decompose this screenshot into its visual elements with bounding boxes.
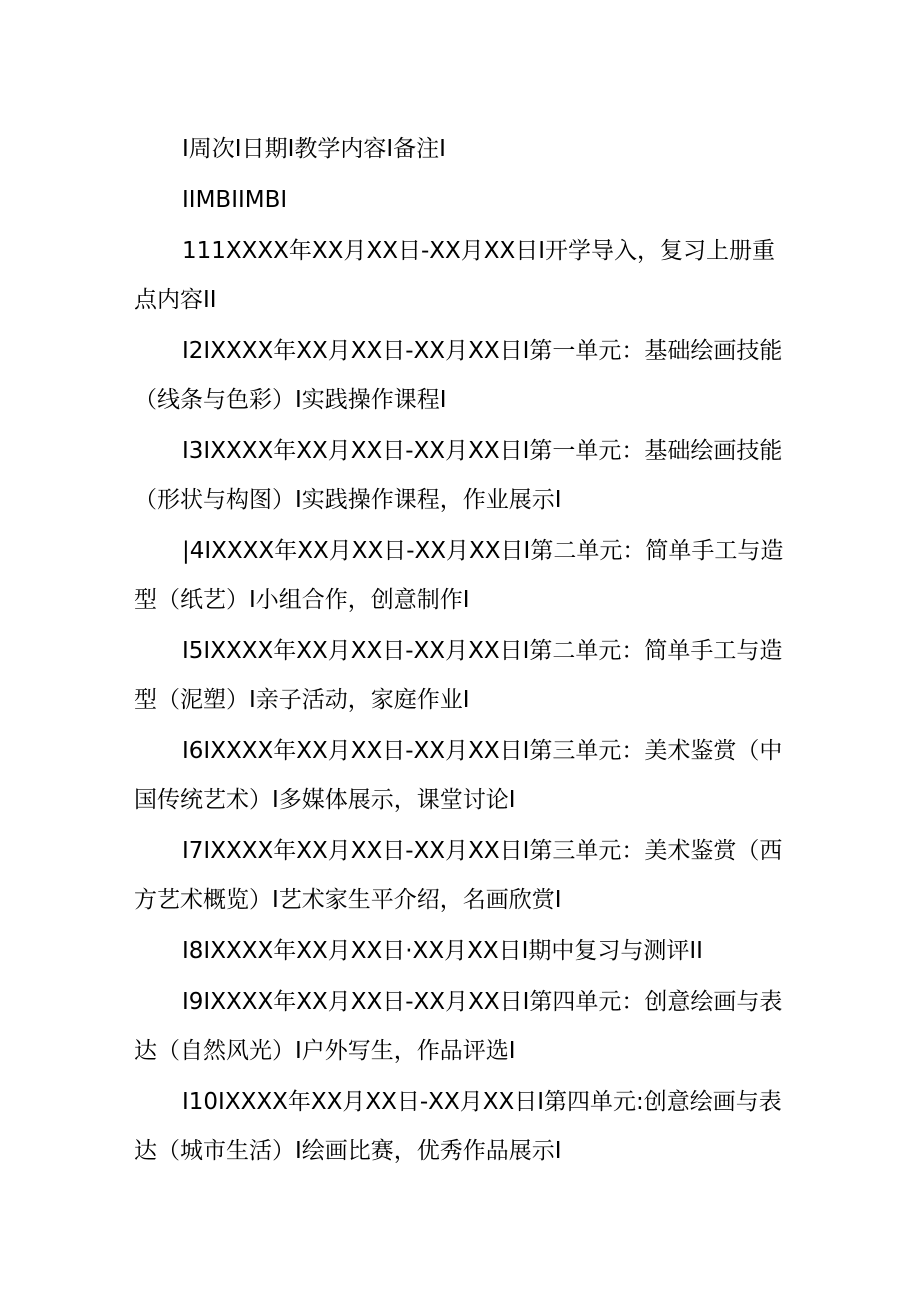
schedule-row-week-4: |4IXXXX年XX月XX日-XX月XX日I第二单元：简单手工与造型（纸艺）I小组合作，创意制作I [134,538,784,613]
table-separator-row: IIMBIIMBI [182,187,288,213]
schedule-row-week-5: I5IXXXX年XX月XX日-XX月XX日I第二单元：简单手工与造型（泥塑）I亲子活动，家庭作业I [134,638,783,713]
schedule-row-week-2: I2IXXXX年XX月XX日-XX月XX日I第一单元：基础绘画技能（线条与色彩）I实践操作课程I [134,338,783,413]
schedule-row-week-7: I7IXXXX年XX月XX日-XX月XX日I第三单元：美术鉴赏（西方艺术概览）I艺术家生平介绍，名画欣赏I [134,838,783,913]
schedule-row-week-1: 111XXXX年XX月XX日-XX月XX日I开学导入，复习上册重点内容II [134,238,776,313]
schedule-row-week-6: I6IXXXX年XX月XX日-XX月XX日I第三单元：美术鉴赏（中国传统艺术）I多媒体展示，课堂讨论I [134,738,783,813]
schedule-row-week-9: I9IXXXX年XX月XX日-XX月XX日I第四单元：创意绘画与表达（自然风光）I户外写生，作品评选I [134,989,783,1064]
schedule-row-week-8: I8IXXXX年XX月XX日·XX月XX日I期中复习与测评II [182,938,703,964]
schedule-row-week-10: I10IXXXX年XX月XX日-XX月XX日I第四单元:创意绘画与表达（城市生活）I绘画比赛，优秀作品展示I [134,1089,782,1164]
schedule-row-week-3: I3IXXXX年XX月XX日-XX月XX日I第一单元：基础绘画技能（形状与构图）I实践操作课程，作业展示I [134,438,783,513]
table-header-row: I周次I日期I教学内容I备注I [182,136,446,162]
